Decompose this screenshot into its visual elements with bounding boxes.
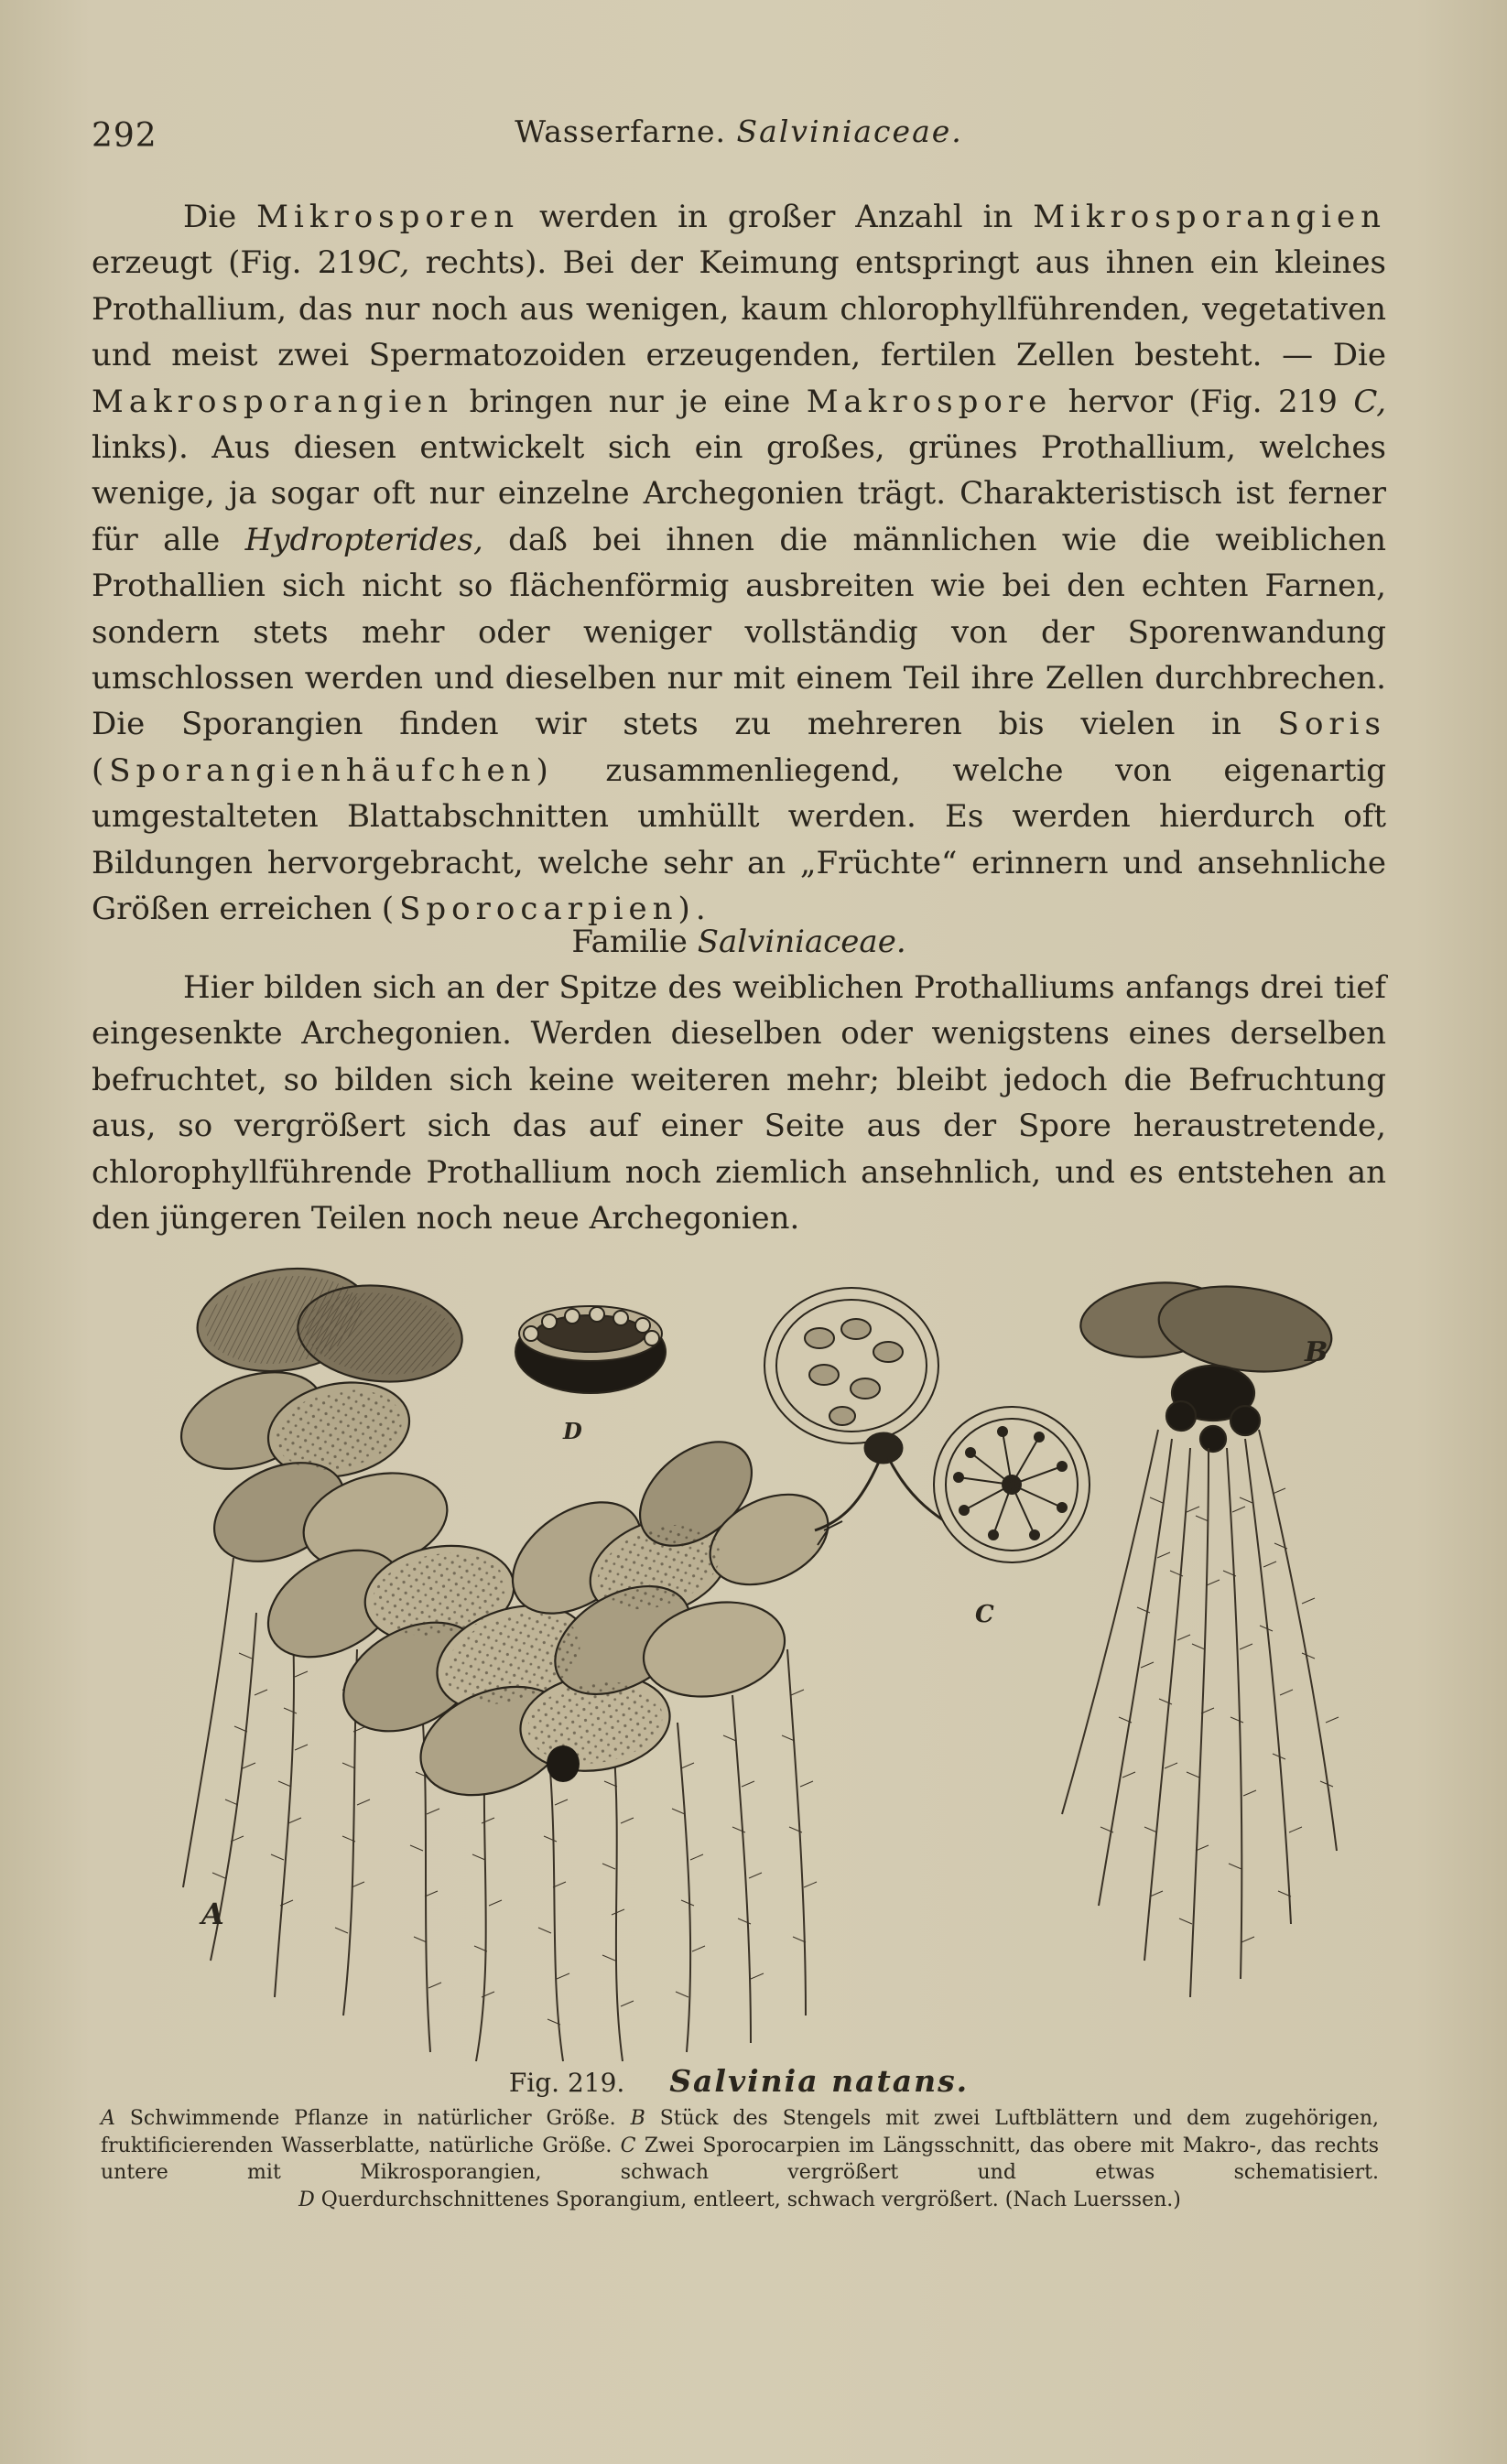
caption-letter-c: C [620,2134,636,2157]
term-hydropterides: Hydropterides, [244,521,483,558]
p1-s13: links). Aus diesen entwickelt sich ein großes, grünes Prothallium, welches wenige, ja sogar oft nur einzelne Archegonien trägt. Charakteristisch ist ferner für alle [92,429,1386,558]
caption-text-b: Stück des Stengels mit zwei Luftblättern und dem zugehörigen, fruktificierenden Wasserblatte, natürliche Größe. [101,2107,1379,2157]
term-soris: Soris (Sporangienhäufchen) [92,706,1386,789]
fig-ref-c-1: C, [376,244,410,282]
sporocarp-c-stem [815,1433,952,1545]
figure-caption [101,2105,1379,2213]
caption-text-a: Schwimmende Pflanze in natürlicher Größe. [129,2107,616,2130]
page-header [92,108,1386,163]
fig-ref-c-2: C, [1353,383,1387,420]
running-head [92,113,1386,149]
figure-title [92,2061,1386,2103]
term-makrosporangien: Makrosporangien [92,383,454,420]
figure-label-a: A [201,1897,224,1931]
p1-s7: rechts). Bei der Keimung entspringt aus ihnen ein kleines Prothallium, das nur noch aus wenigen, kaum chlorophyllführenden, vegetativen und meist zwei Spermatozoiden erzeugenden, fertilen Zellen besteht. — Die [92,244,1387,374]
term-makrospore: Makrospore [806,383,1053,420]
caption-block-ab [101,2105,1379,2187]
caption-block-d [101,2187,1379,2214]
paragraph-sporangia [92,194,1386,933]
page-number: 292 [92,117,157,155]
p1-s9: bringen nur je eine [469,383,791,420]
figure-species-name: Salvinia natans. [669,2063,970,2099]
family-heading-label: Familie [571,924,688,960]
p1-s5: erzeugt (Fig. 219 [92,244,377,282]
sporangium-d [515,1306,666,1393]
stem-piece-b-leaves [1077,1276,1337,1452]
figure-salvinia-engraving [146,1265,1401,2070]
figure-label-d: D [563,1418,582,1444]
term-sporocarpien: (Sporocarpien). [381,891,711,928]
figure-label-c: C [975,1601,994,1628]
family-heading [92,919,1386,965]
term-mikrosporangien: Mikrosporangien [1033,199,1387,235]
running-head-title: Wasserfarne. [515,113,727,149]
plant-a-sporocarp [547,1745,580,1782]
term-mikrosporen: Mikrosporen [256,199,520,235]
sporocarp-c-upper [764,1288,938,1443]
p1-s15: daß bei ihnen die männlichen wie die weiblichen Prothallien sich nicht so flächenförmig ausbreiten wie bei den echten Farnen, sondern stets mehr oder weniger vollständig von der Sporenwandung umschlossen werden und dieselben nur mit einem Teil ihre Zellen durchbrechen. Die Sporangien finden wir stets zu mehreren bis vielen in [92,521,1386,743]
paragraph-2-text: Hier bilden sich an der Spitze des weiblichen Prothalliums anfangs drei tief eingesenkte Archegonien. Werden dieselben oder wenigstens eines derselben befruchtet, so bilden sich keine weiteren mehr; bleibt jedoch die Befruchtung aus, so vergrößert sich das auf einer Seite aus der Spore heraustretende, chlorophyllführende Prothallium noch ziemlich ansehnlich, und es entstehen an den jüngeren Teilen noch neue Archegonien. [92,969,1386,1237]
sporocarp-c-lower [934,1407,1090,1562]
figure-number: Fig. 219. [508,2068,625,2098]
engraving-illustration [146,1265,1401,2070]
caption-letter-a: A [101,2107,115,2130]
stem-piece-b-root-hairs [1100,1488,1339,1942]
p1-s17: zusammenliegend, welche von eigenartig umgestalteten Blattabschnitten umhüllt werden. Es werden hierdurch oft Bildungen hervorgebracht, welche sehr an „Früchte“ erinnern und ansehnliche Größen erreichen [92,751,1387,928]
stem-piece-b-roots [1062,1430,1337,1997]
caption-letter-d: D [298,2188,315,2211]
caption-text-d: Querdurchschnittenes Sporangium, entleert, schwach vergrößert. (Nach Luerssen.) [320,2188,1181,2211]
figure-label-b: B [1305,1336,1328,1368]
caption-text-c: Zwei Sporocarpien im Längsschnitt, das obere mit Makro-, das rechts untere mit Mikrosporangien, schwach vergrößert und etwas schematisiert. [101,2134,1380,2184]
running-head-italic: Salviniaceae. [736,113,963,149]
paragraph-salviniaceae [92,965,1386,1241]
p1-s3: werden in großer Anzahl in [539,199,1014,235]
p1-s1: Die [183,199,237,235]
family-heading-name: Salviniaceae. [697,924,906,960]
p1-s11: hervor (Fig. 219 [1068,383,1338,420]
paragraph-1-text [92,194,1386,933]
caption-letter-b: B [630,2107,645,2130]
